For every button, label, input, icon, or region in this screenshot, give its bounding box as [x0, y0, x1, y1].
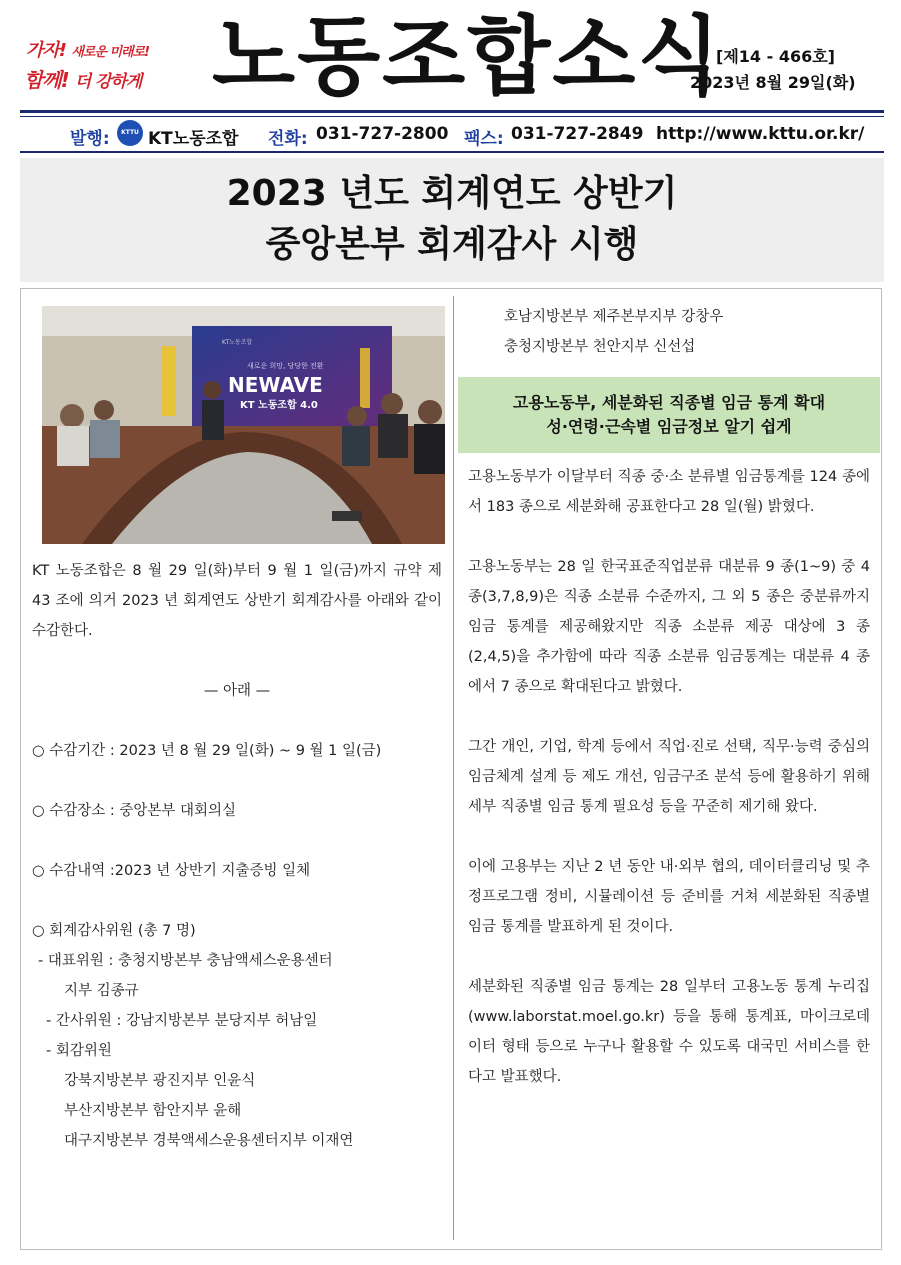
slogan-line-2 [24, 64, 141, 93]
slogan-future: 새로운 미래로! [71, 45, 150, 60]
audit-period: ○ 수감기간 : 2023 년 8 월 29 일(화) ~ 9 월 1 일(금) [32, 743, 382, 759]
issue-number: [제14 - 466호] [716, 47, 835, 66]
banner-small-text: 새로운 희망, 당당한 전환 [247, 362, 324, 370]
fax-number: 031-727-2849 [511, 124, 644, 144]
secretary-member: - 간사위원 : 강남지방본부 분당지부 허남일 [46, 1013, 318, 1029]
member-2: 부산지방본부 함안지부 윤해 [64, 1103, 242, 1119]
website-link[interactable]: http://www.kttu.or.kr/ [656, 124, 865, 144]
slogan-together: 함께! [24, 68, 69, 92]
banner-logo-text: KT노동조합 [222, 339, 253, 346]
bar-rule [20, 151, 884, 153]
left-column [32, 556, 442, 1156]
publisher-name: KT노동조합 [148, 129, 239, 149]
news-headline-box [458, 377, 880, 453]
column-divider [453, 296, 454, 1240]
audit-place: ○ 수감장소 : 중앙본부 대회의실 [32, 803, 237, 819]
kttu-logo-icon: KTTU [117, 120, 143, 146]
newsletter-title: 노동조합소식 [212, 7, 723, 107]
headline-line-1: 2023 년도 회계연도 상반기 [226, 173, 678, 214]
member-5: 충청지방본부 천안지부 신선섭 [504, 339, 696, 355]
news-paragraph-3: 그간 개인, 기업, 학계 등에서 직업·진로 선택, 직무·능력 중심의 임금체계 설계 등 제도 개선, 임금구조 분석 등에 활용하기 위해 세부 직종별 임금 통계 필요성 등을 꾸준히 제기해 왔다. [468, 739, 870, 815]
committee-heading: ○ 회계감사위원 (총 7 명) [32, 923, 196, 939]
member-4: 호남지방본부 제주본부지부 강창우 [504, 309, 724, 325]
representative-line-2: 지부 김종규 [64, 983, 139, 999]
news-paragraph-1: 고용노동부가 이달부터 직종 중·소 분류별 임금통계를 124 종에서 183 종으로 세분화해 공표한다고 28 일(월) 밝혔다. [468, 469, 870, 515]
slogan-go: 가자! [26, 40, 66, 61]
below-marker: — 아래 — [203, 683, 271, 699]
audit-scope: ○ 수감내역 :2023 년 상반기 지출증빙 일체 [32, 863, 311, 879]
news-paragraph-5: 세분화된 직종별 임금 통계는 28 일부터 고용노동 통계 누리집 (www.laborstat.moel.go.kr) 등을 통해 통계표, 마이크로데이터 형태 등으로 누구나 활용할 수 있도록 대국민 서비스를 한다고 발표했다. [468, 979, 870, 1085]
banner-subtitle-text: KT 노동조합 4.0 [240, 400, 318, 411]
headline-box [20, 158, 884, 282]
representative-line-1: - 대표위원 : 충청지방본부 충남액세스운용센터 [38, 953, 333, 969]
meeting-photo [42, 306, 445, 544]
issue-date: 2023년 8월 29일(화) [690, 73, 856, 92]
publisher-label: 발행: [70, 129, 110, 149]
members-label: - 회감위원 [46, 1043, 112, 1059]
meeting-photo-illustration [42, 306, 445, 544]
phone-label: 전화: [268, 129, 308, 149]
fax-label: 팩스: [464, 129, 504, 149]
news-headline-line-1: 고용노동부, 세분화된 직종별 임금 통계 확대 [512, 393, 826, 412]
news-paragraph-4: 이에 고용부는 지난 2 년 동안 내·외부 협의, 데이터클리닝 및 추정프로그램 정비, 시뮬레이션 등 준비를 거쳐 세분화된 직종별 임금 통계를 발표하게 된 것이다. [468, 859, 870, 935]
publisher-bar [20, 121, 884, 151]
member-1: 강북지방본부 광진지부 인윤식 [64, 1073, 256, 1089]
slogan-stronger: 더 강하게 [74, 72, 142, 92]
banner-title-text: NEWAVE [228, 373, 323, 397]
phone-number: 031-727-2800 [316, 124, 449, 144]
news-headline-line-2: 성·연령·근속별 임금정보 알기 쉽게 [546, 417, 792, 436]
top-rule-thin [20, 116, 884, 117]
right-member-list [504, 302, 723, 362]
right-column [468, 462, 870, 1122]
top-rule [20, 110, 884, 113]
slogan-line-1 [26, 36, 149, 62]
intro-paragraph: KT 노동조합은 8 월 29 일(화)부터 9 월 1 일(금)까지 규약 제 43 조에 의거 2023 년 회계연도 상반기 회계감사를 아래와 같이 수감한다. [32, 563, 442, 639]
member-3: 대구지방본부 경북액세스운용센터지부 이재연 [64, 1133, 354, 1149]
headline-line-2: 중앙본부 회계감사 시행 [265, 224, 639, 265]
news-paragraph-2: 고용노동부는 28 일 한국표준직업분류 대분류 9 종(1~9) 중 4 종(3,7,8,9)은 직종 소분류 수준까지, 그 외 5 종은 중분류까지 임금 통계를 제공해왔지만 직종 소분류 제공 대상에 3 종(2,4,5)을 추가함에 따라 직종 소분류 임금통계는 대분류 4 종에서 7 종으로 확대된다고 밝혔다. [468, 559, 870, 695]
